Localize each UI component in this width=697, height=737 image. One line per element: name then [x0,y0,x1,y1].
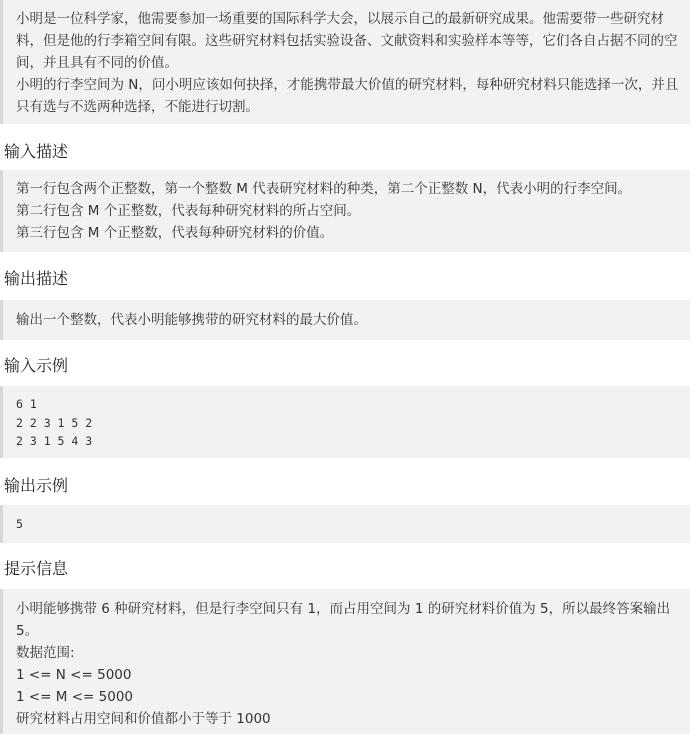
hint-content [0,589,690,734]
output-example-code[interactable] [0,505,690,543]
output-example-heading: 输出示例 [4,476,69,495]
problem-description [0,0,690,124]
hint-line-4: 1 <= M <= 5000 [16,689,134,705]
description-paragraph-1: 小明是一位科学家，他需要参加一场重要的国际科学大会，以展示自己的最新研究成果。他需要带一些研究材料，但是他的行李箱空间有限。这些研究材料包括实验设备、文献资料和实验样本等等，它们各自占据不同的空间，并且具有不同的价值。 [16,11,678,71]
input-example-line-2: 2 2 3 1 5 2 [16,415,93,430]
hint-heading: 提示信息 [4,559,69,578]
input-description-line-2: 第二行包含 M 个正整数，代表每种研究材料的所占空间。 [16,203,361,219]
input-example-line-3: 2 3 1 5 4 3 [16,434,93,448]
description-paragraph-2: 小明的行李空间为 N，问小明应该如何抉择，才能携带最大价值的研究材料，每种研究材料只能选择一次，并且只有选与不选两种选择，不能进行切割。 [16,77,679,115]
input-description [0,170,690,252]
input-description-line-1: 第一行包含两个正整数，第一个整数 M 代表研究材料的种类，第二个正整数 N，代表小明的行李空间。 [16,181,632,197]
hint-line-5: 研究材料占用空间和价值都小于等于 1000 [16,711,271,727]
output-example-line-1: 5 [16,517,23,531]
input-example-line-1: 6 1 [16,397,37,411]
output-description-line-1: 输出一个整数，代表小明能够携带的研究材料的最大价值。 [16,312,367,328]
input-example-code[interactable] [0,386,690,458]
hint-line-2: 数据范围: [16,645,75,661]
output-description-heading: 输出描述 [4,269,69,288]
hint-line-3: 1 <= N <= 5000 [16,667,132,683]
hint-line-1: 小明能够携带 6 种研究材料，但是行李空间只有 1，而占用空间为 1 的研究材料价值为 5，所以最终答案输出 5。 [16,601,671,639]
input-example-heading: 输入示例 [4,356,69,375]
input-description-line-3: 第三行包含 M 个正整数，代表每种研究材料的价值。 [16,225,334,241]
output-description [0,300,690,340]
input-description-heading: 输入描述 [4,142,69,161]
